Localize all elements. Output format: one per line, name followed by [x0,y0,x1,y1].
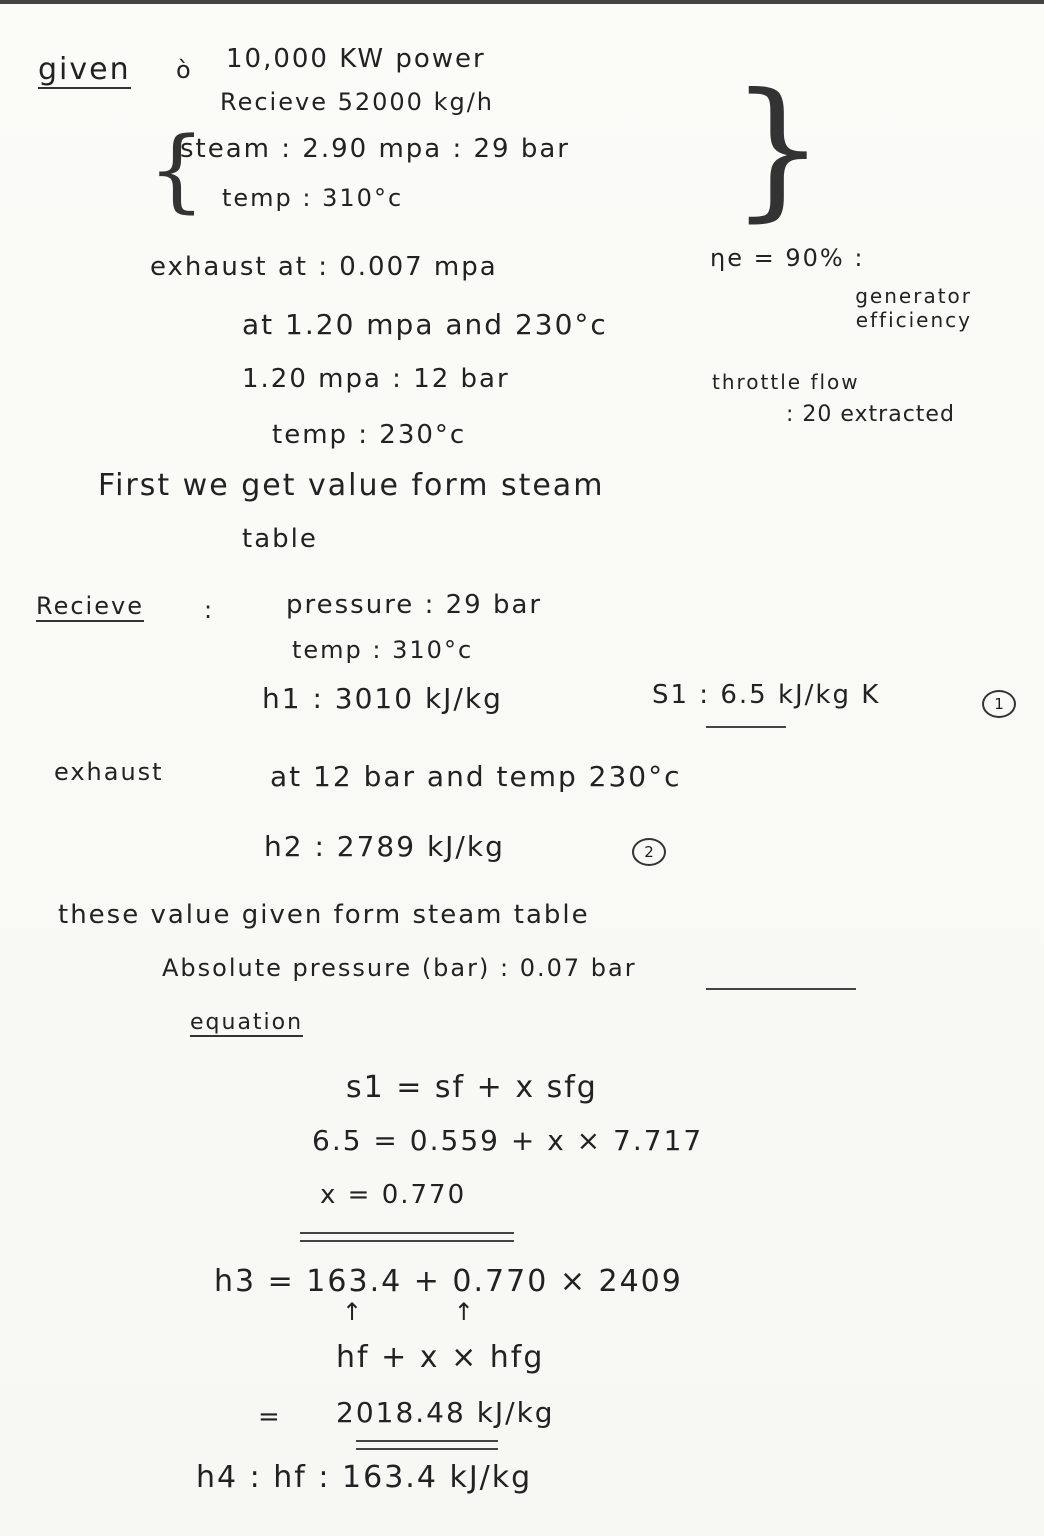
receive-pressure: pressure : 29 bar [286,590,543,620]
exhaust-line3: 1.20 mpa : 12 bar [242,364,510,394]
h3-equation: h3 = 163.4 + 0.770 × 2409 [214,1264,683,1299]
equation-s1: s1 = sf + x sfg [346,1070,598,1105]
hf-plus-x-hfg: hf + x × hfg [336,1340,545,1375]
intro-line2: table [242,524,318,554]
dryness-fraction: x = 0.770 [320,1180,467,1210]
h2-value: h2 : 2789 kJ/kg [264,830,505,863]
receive-eq: : [204,596,215,624]
given-label: given [38,52,131,87]
marker-1: 1 [982,690,1016,718]
given-receive: Recieve 52000 kg/h [220,88,494,116]
throttle-flow: throttle flow [712,370,860,394]
arrows: ↑ ↑ [342,1298,476,1326]
s1-underline [706,726,786,728]
abs-pressure-underline [706,988,856,990]
separator-line-1 [300,1232,514,1234]
given-power: 10,000 KW power [226,44,486,74]
result-underline-1 [356,1440,498,1442]
exhaust-condition: at 12 bar and temp 230°c [270,760,682,793]
extracted: : 20 extracted [786,402,955,427]
steam-table-note: these value given form steam table [58,900,590,930]
receive-label: Recieve [36,592,144,620]
given-temp: temp : 310°c [222,184,404,212]
generator-efficiency: generator efficiency [855,284,972,332]
intro-line1: First we get value form steam [98,468,605,503]
h1-value: h1 : 3010 kJ/kg [262,682,503,715]
exhaust-line4: temp : 230°c [272,420,467,450]
result-eq-sign: = [258,1402,282,1432]
page-top-edge [0,0,1044,4]
marker-2: 2 [632,838,666,866]
h3-result: 2018.48 kJ/kg [336,1396,555,1429]
exhaust-label: exhaust [54,758,164,786]
separator-line-2 [300,1240,514,1242]
absolute-pressure: Absolute pressure (bar) : 0.07 bar [162,954,637,982]
equation-substituted: 6.5 = 0.559 + x × 7.717 [312,1124,704,1157]
right-brace: } [730,62,826,236]
exhaust-line1: exhaust at : 0.007 mpa [150,252,498,282]
equation-label: equation [190,1010,304,1035]
h4-equation: h4 : hf : 163.4 kJ/kg [196,1460,533,1495]
given-steam: steam : 2.90 mpa : 29 bar [180,134,570,164]
result-underline-2 [356,1448,498,1450]
given-colon: ò [176,56,193,84]
left-brace: { [148,118,206,223]
efficiency: ηe = 90% : [710,244,865,272]
exhaust-line2: at 1.20 mpa and 230°c [242,308,608,341]
receive-temp: temp : 310°c [292,636,474,664]
s1-value: S1 : 6.5 kJ/kg K [652,680,881,710]
